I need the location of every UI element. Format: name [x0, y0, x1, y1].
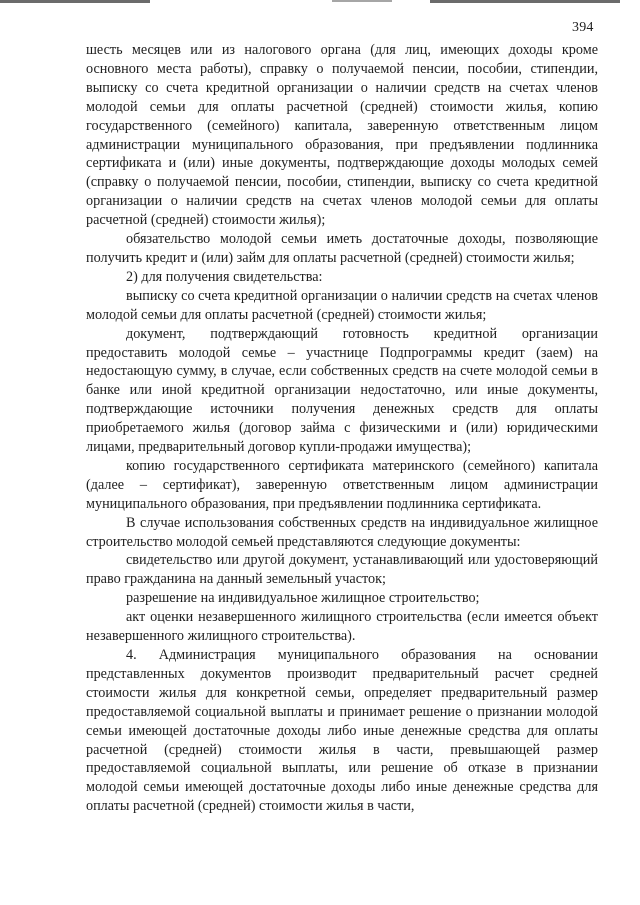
document-body: [86, 41, 598, 816]
scan-edge-right: [430, 0, 620, 3]
paragraph: В случае использования собственных средств на индивидуальное жилищное строительство молодой семьей представляются следующие документы:: [86, 514, 598, 550]
paragraph: выписку со счета кредитной организации о наличии средств на счетах членов молодой семьи для оплаты расчетной (средней) стоимости жилья;: [86, 287, 598, 323]
paragraph: документ, подтверждающий готовность кредитной организации предоставить молодой семье – участнице Подпрограммы кредит (заем) на недостающую сумму, в случае, если собственных средств на счете молодой семьи в банке или иной кредитной организации недостаточно, или иные документы, подтверждающие источники получения денежных средств для оплаты приобретаемого жилья (договор займа с физическими и (или) юридическими лицами, предварительный договор купли-продажи имущества);: [86, 325, 598, 456]
paragraph: разрешение на индивидуальное жилищное строительство;: [126, 590, 480, 607]
paragraph: свидетельство или другой документ, устанавливающий или удостоверяющий право гражданина на данный земельный участок;: [86, 552, 598, 588]
scan-edge-left: [0, 0, 150, 3]
paragraph: обязательство молодой семьи иметь достаточные доходы, позволяющие получить кредит и (или) займ для оплаты расчетной (средней) стоимости жилья;: [86, 231, 598, 266]
paragraph: акт оценки незавершенного жилищного строительства (если имеется объект незавершенного жилищного строительства).: [86, 609, 598, 645]
paragraph: шесть месяцев или из налогового органа (для лиц, имеющих доходы кроме основного места работы), справку о получаемой пенсии, пособии, стипендии, выписку со счета кредитной организации о наличии средств на счетах членов молодой семьи для оплаты расчетной (средней) стоимости жилья, копию государственного (семейного) капитала, заверенную ответственным лицом администрации муниципального образования, при предъявлении подлинника сертификата и (или) иные документы, подтверждающие доходы молодых семей (справку о получаемой пенсии, пособии, стипендии, выписку со счета кредитной организации о наличии средств на счетах членов молодой семьи для оплаты расчетной (средней) стоимости жилья);: [86, 42, 598, 229]
page-number: 394: [572, 20, 594, 35]
paragraph: 4. Администрация муниципального образования на основании представленных документов производит предварительный расчет средней стоимости жилья для конкретной семьи, определяет предварительный размер предоставляемой социальной выплаты и принимает решение о признании молодой семьи имеющей достаточные доходы либо иные денежные средства для оплаты расчетной (средней) стоимости жилья в части, превышающей размер предоставляемой социальной выплаты, или решение об отказе в признании молодой семьи имеющей достаточные доходы либо иные денежные средства для оплаты расчетной (средней) стоимости жилья в части,: [86, 647, 598, 815]
scan-edge-middle: [332, 0, 392, 2]
paragraph: 2) для получения свидетельства:: [126, 268, 323, 285]
paragraph: копию государственного сертификата материнского (семейного) капитала (далее – сертификат), заверенную ответственным лицом администрации муниципального образования, при предъявлении подлинника сертификата.: [86, 457, 598, 512]
